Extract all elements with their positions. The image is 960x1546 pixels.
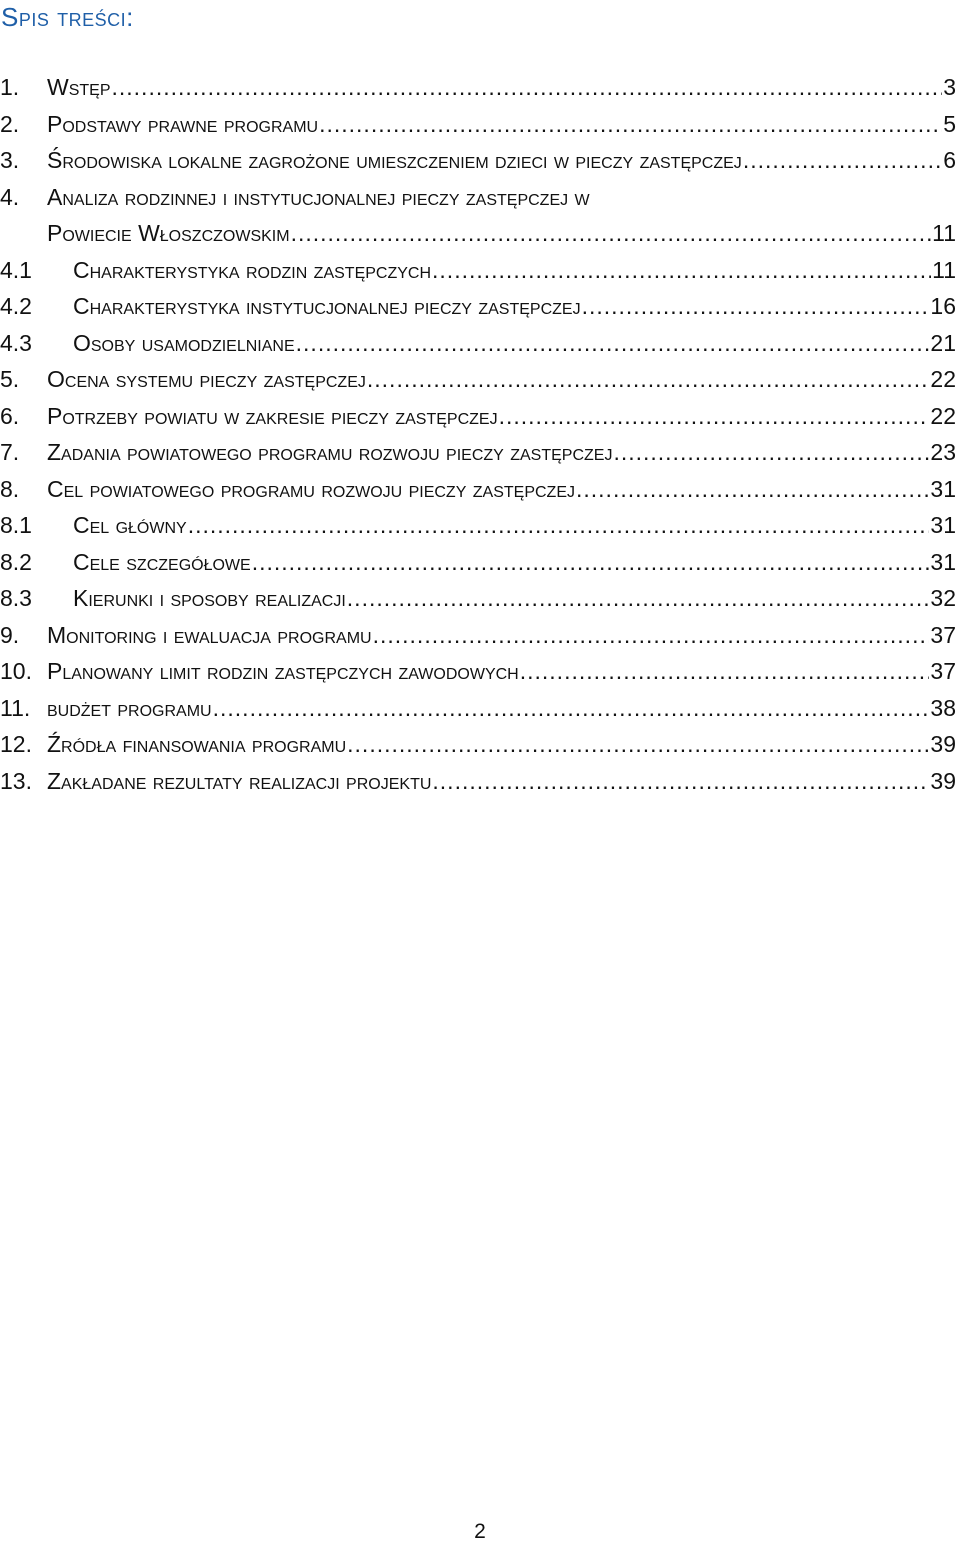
toc-dot-leader	[296, 330, 930, 357]
toc-entry-number: 8.1	[0, 512, 32, 538]
toc-entry-page: 39	[930, 731, 956, 757]
toc-entry-8-3[interactable]	[0, 585, 956, 622]
toc-entry-text: Źródła finansowania programu	[47, 731, 347, 757]
toc-entry-9[interactable]	[0, 622, 956, 659]
toc-entry-10[interactable]	[0, 658, 956, 695]
toc-entry-text: Potrzeby powiatu w zakresie pieczy zastępczej	[47, 402, 498, 429]
toc-dot-leader	[252, 549, 930, 576]
toc-entry-text: Cele szczegółowe	[73, 548, 251, 575]
toc-entry-text: Osoby usamodzielniane	[73, 329, 295, 356]
toc-entry-number: 8.3	[0, 585, 32, 611]
toc-entry-6[interactable]	[0, 403, 956, 440]
toc-dot-leader	[520, 658, 930, 685]
toc-entry-1[interactable]	[0, 74, 956, 111]
toc-entry-number: 4.1	[0, 256, 32, 283]
toc-dot-leader	[319, 111, 942, 138]
toc-entry-13[interactable]	[0, 768, 956, 805]
toc-entry-4[interactable]	[0, 184, 956, 221]
toc-entry-number: 4.	[0, 183, 20, 210]
toc-entry-page: 31	[930, 548, 956, 575]
toc-entry-text: Planowany limit rodzin zastępczych zawodowych	[47, 658, 519, 684]
toc-entry-text: Zakładane rezultaty realizacji projektu	[47, 767, 432, 794]
toc-entry-number: 4.2	[0, 293, 32, 319]
toc-entry-number: 10.	[0, 658, 32, 684]
toc-entry-text: Cel główny	[73, 512, 187, 538]
toc-dot-leader	[499, 403, 930, 430]
toc-entry-number: 4.3	[0, 329, 32, 356]
toc-dot-leader	[347, 585, 930, 612]
toc-entry-text: Cel powiatowego programu rozwoju pieczy zastępczej	[47, 475, 575, 502]
toc-entry-text: Monitoring i ewaluacja programu	[47, 621, 372, 648]
toc-entry-text: Charakterystyka rodzin zastępczych	[73, 256, 432, 283]
toc-entry-number: 11.	[0, 694, 31, 721]
toc-entry-12[interactable]	[0, 731, 956, 768]
toc-entry-page: 22	[930, 366, 956, 392]
toc-entry-number: 7.	[0, 439, 20, 465]
toc-entry-text: Powiecie Włoszczowskim	[47, 220, 290, 246]
toc-entry-7[interactable]	[0, 439, 956, 476]
toc-dot-leader	[743, 147, 942, 174]
toc-entry-page: 11	[932, 256, 956, 283]
toc-entry-page: 21	[930, 329, 956, 356]
toc-entry-number: 8.2	[0, 548, 32, 575]
toc-dot-leader	[291, 220, 932, 247]
table-of-contents	[0, 74, 956, 804]
page-number: 2	[474, 1520, 486, 1543]
toc-entry-page: 37	[930, 621, 956, 648]
toc-entry-number: 13.	[0, 767, 32, 794]
toc-entry-page: 11	[932, 220, 956, 246]
toc-entry-page: 3	[943, 74, 956, 100]
toc-entry-11[interactable]	[0, 695, 956, 732]
toc-entry-page: 38	[930, 694, 956, 721]
toc-entry-text: Podstawy prawne programu	[47, 110, 319, 137]
toc-entry-page: 22	[930, 402, 956, 429]
toc-entry-page: 6	[943, 147, 956, 173]
toc-entry-8-2[interactable]	[0, 549, 956, 586]
toc-entry-number: 9.	[0, 621, 20, 648]
toc-entry-3[interactable]	[0, 147, 956, 184]
toc-entry-page: 39	[930, 767, 956, 794]
toc-dot-leader	[347, 731, 929, 758]
toc-dot-leader	[432, 257, 931, 284]
toc-entry-text: Ocena systemu pieczy zastępczej	[47, 366, 366, 392]
toc-entry-4-1[interactable]	[0, 257, 956, 294]
toc-dot-leader	[367, 366, 930, 393]
toc-entry-text: Wstęp	[47, 74, 111, 100]
toc-entry-5[interactable]	[0, 366, 956, 403]
toc-entry-4-2[interactable]	[0, 293, 956, 330]
toc-dot-leader	[373, 622, 930, 649]
toc-entry-text: budżet programu	[47, 694, 212, 721]
toc-dot-leader	[582, 293, 930, 320]
toc-entry-text: Środowiska lokalne zagrożone umieszczeniem dzieci w pieczy zastępczej	[47, 147, 742, 173]
toc-entry-8[interactable]	[0, 476, 956, 513]
toc-entry-number: 5.	[0, 366, 20, 392]
toc-entry-page: 37	[930, 658, 956, 684]
toc-entry-2[interactable]	[0, 111, 956, 148]
toc-entry-page: 16	[930, 293, 956, 319]
toc-entry-text: Analiza rodzinnej i instytucjonalnej pieczy zastępczej w	[47, 183, 590, 210]
toc-dot-leader	[432, 768, 929, 795]
toc-dot-leader	[188, 512, 930, 539]
toc-entry-number: 3.	[0, 147, 20, 173]
toc-entry-text: Kierunki i sposoby realizacji	[73, 585, 346, 611]
toc-dot-leader	[576, 476, 929, 503]
toc-dot-leader	[112, 74, 943, 101]
toc-entry-page: 23	[930, 439, 956, 465]
toc-title: Spis treści:	[1, 2, 134, 32]
toc-entry-page: 31	[930, 512, 956, 538]
toc-entry-number: 2.	[0, 110, 20, 137]
toc-entry-page: 5	[943, 110, 956, 137]
toc-entry-number: 6.	[0, 402, 20, 429]
toc-entry-text: Charakterystyka instytucjonalnej pieczy zastępczej	[73, 293, 581, 319]
toc-entry-4-3[interactable]	[0, 330, 956, 367]
toc-dot-leader	[613, 439, 929, 466]
toc-entry-4-continued[interactable]	[0, 220, 956, 257]
toc-entry-page: 32	[930, 585, 956, 611]
toc-entry-number: 8.	[0, 475, 20, 502]
toc-entry-number: 1.	[0, 74, 20, 100]
toc-dot-leader	[213, 695, 930, 722]
toc-entry-8-1[interactable]	[0, 512, 956, 549]
toc-entry-page: 31	[930, 475, 956, 502]
toc-entry-number: 12.	[0, 731, 32, 757]
toc-entry-text: Zadania powiatowego programu rozwoju pieczy zastępczej	[47, 439, 613, 465]
